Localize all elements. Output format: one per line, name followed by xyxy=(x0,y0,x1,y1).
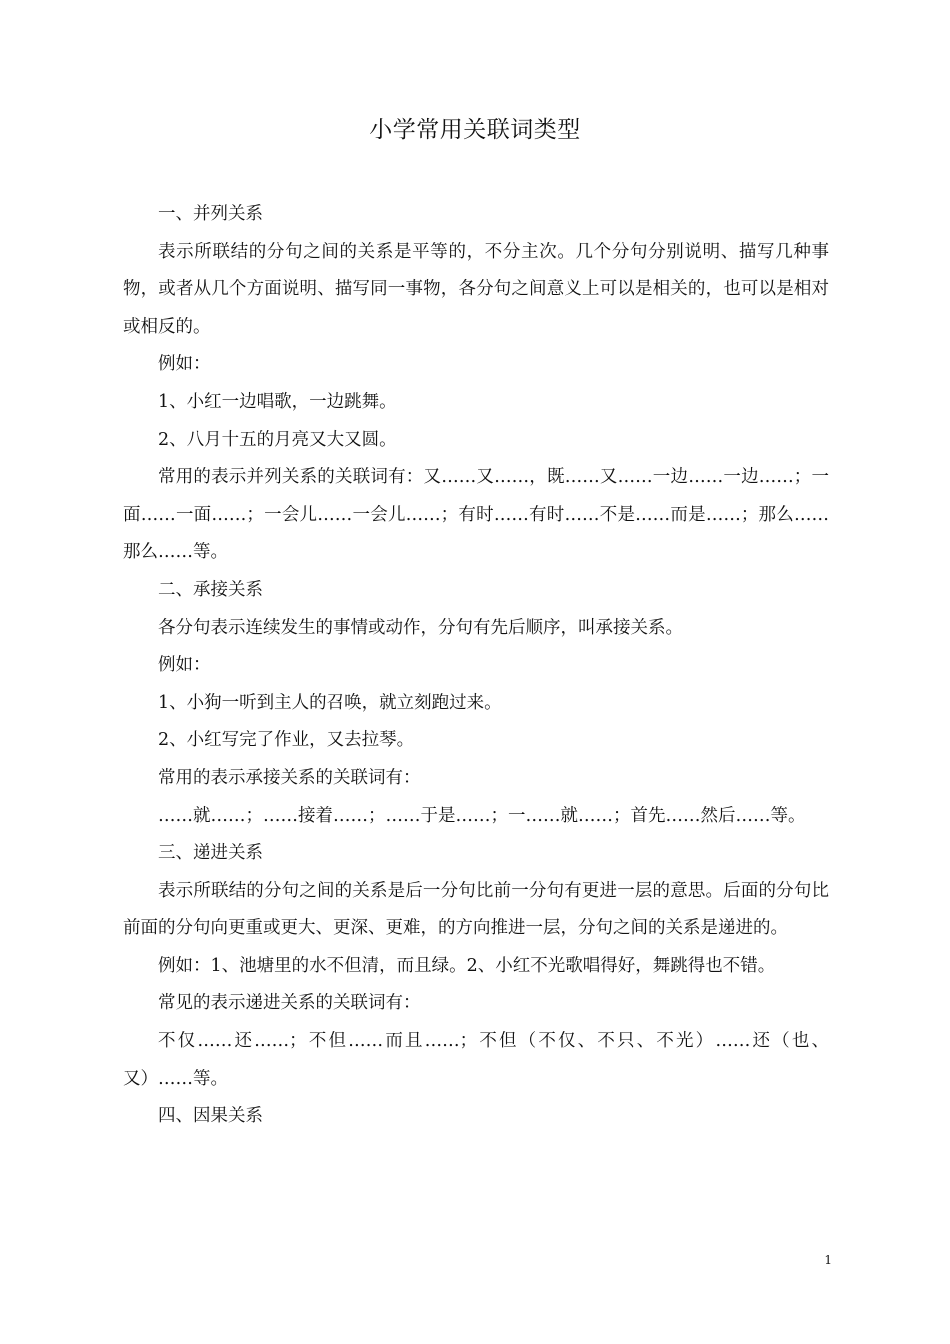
paragraph-progressive-definition: 表示所联结的分句之间的关系是后一分句比前一分句有更进一层的意思。后面的分句比前面的分句向更重或更大、更深、更难，的方向推进一层，分句之间的关系是递进的。 xyxy=(123,880,829,939)
example-label: 例如： xyxy=(158,354,211,375)
document-body xyxy=(123,196,829,1136)
example-item: 例如：1、池塘里的水不但清，而且绿。2、小红不光歌唱得好，舞跳得也不错。 xyxy=(158,955,776,976)
paragraph-parallel-conjunctions: 常用的表示并列关系的关联词有：又……又……，既……又……一边……一边……；一面……一面……；一会儿……一会儿……；有时……有时……不是……而是……；那么……那么……等。 xyxy=(123,467,829,563)
example-item: 2、八月十五的月亮又大又圆。 xyxy=(158,429,397,450)
section-heading-sequential: 二、承接关系 xyxy=(158,579,263,600)
example-item: 2、小红写完了作业，又去拉琴。 xyxy=(158,730,415,751)
document-title: 小学常用关联词类型 xyxy=(369,117,581,143)
paragraph-parallel-definition: 表示所联结的分句之间的关系是平等的，不分主次。几个分句分别说明、描写几种事物，或者从几个方面说明、描写同一事物，各分句之间意义上可以是相关的，也可以是相对或相反的。 xyxy=(123,241,829,337)
section-heading-progressive: 三、递进关系 xyxy=(158,843,263,864)
example-item: 1、小狗一听到主人的召唤，就立刻跑过来。 xyxy=(158,692,502,713)
section-heading-parallel: 一、并列关系 xyxy=(158,204,263,224)
paragraph-sequential-intro: 常用的表示承接关系的关联词有： xyxy=(158,767,421,788)
paragraph-sequential-definition: 各分句表示连续发生的事情或动作，分句有先后顺序，叫承接关系。 xyxy=(158,617,683,638)
paragraph-progressive-intro: 常见的表示递进关系的关联词有： xyxy=(158,993,421,1014)
page-number: 1 xyxy=(824,1253,832,1267)
example-item: 1、小红一边唱歌，一边跳舞。 xyxy=(158,391,397,412)
paragraph-progressive-conjunctions: 不仅……还……；不但……而且……；不但（不仅、不只、不光）……还（也、又）……等。 xyxy=(123,1031,829,1089)
section-heading-causal: 四、因果关系 xyxy=(158,1106,263,1127)
paragraph-sequential-conjunctions: ……就……；……接着……；……于是……；一……就……；首先……然后……等。 xyxy=(158,805,806,826)
example-label: 例如： xyxy=(158,655,211,676)
